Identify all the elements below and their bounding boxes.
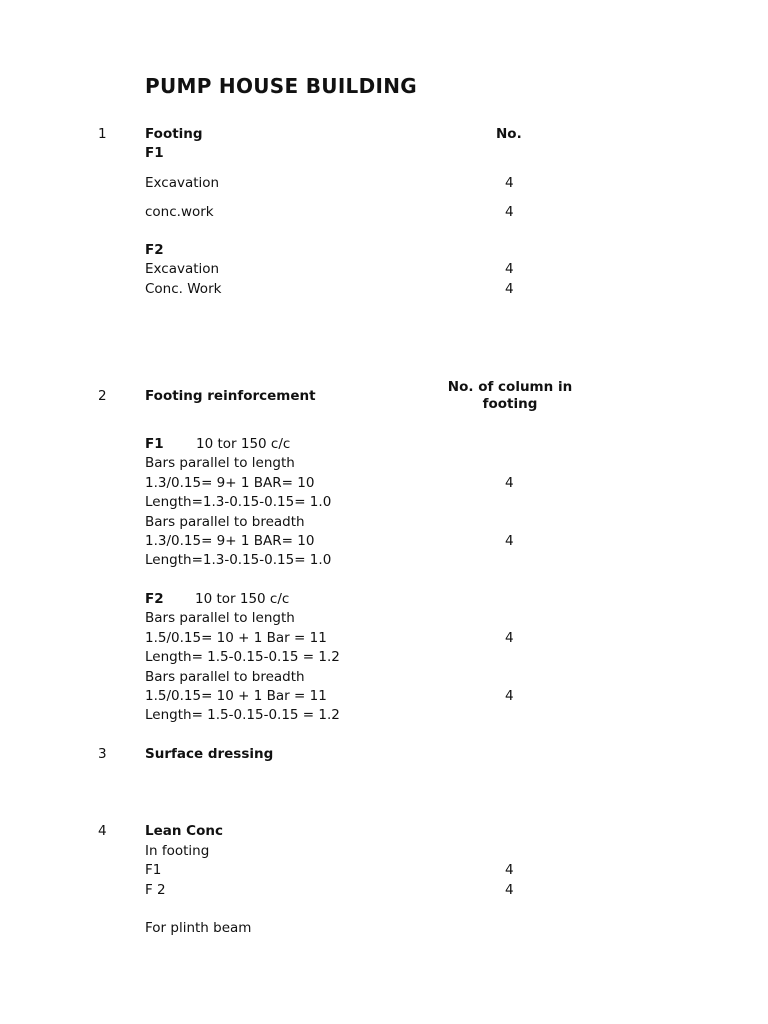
item-number: 4	[98, 823, 107, 839]
calc-line: Length= 1.5-0.15-0.15 = 1.2	[145, 649, 340, 665]
calc-line: Bars parallel to breadth	[145, 514, 305, 530]
item-qty: 4	[505, 862, 514, 878]
calc-line: Bars parallel to length	[145, 455, 295, 471]
item-number: 3	[98, 746, 107, 762]
reinforcement-spec: 10 tor 150 c/c	[195, 591, 290, 607]
item-label: F1	[145, 862, 162, 878]
calc-line: Length=1.3-0.15-0.15= 1.0	[145, 494, 332, 510]
calc-line: 1.3/0.15= 9+ 1 BAR= 10	[145, 475, 315, 491]
column-header-columns	[430, 379, 590, 413]
calc-line: 1.5/0.15= 10 + 1 Bar = 11	[145, 630, 327, 646]
item-label: Excavation	[145, 175, 220, 191]
item-qty: 4	[505, 175, 514, 191]
item-label: Conc. Work	[145, 281, 222, 297]
section-heading: Surface dressing	[145, 746, 274, 762]
item-number: 1	[98, 126, 107, 142]
item-number: 2	[98, 388, 107, 404]
reinforcement-spec: 10 tor 150 c/c	[196, 436, 291, 452]
item-label: conc.work	[145, 204, 214, 220]
footing-label: F1	[145, 145, 164, 161]
item-qty: 4	[505, 533, 514, 549]
item-label: Excavation	[145, 261, 220, 277]
footing-label: F2	[145, 242, 164, 258]
item-qty: 4	[505, 882, 514, 898]
column-header-line: footing	[482, 396, 538, 412]
item-qty: 4	[505, 261, 514, 277]
section-heading: Footing reinforcement	[145, 388, 316, 404]
sub-heading: In footing	[145, 843, 210, 859]
footing-label: F2	[145, 591, 164, 607]
item-qty: 4	[505, 475, 514, 491]
item-qty: 4	[505, 204, 514, 220]
section-heading: Footing	[145, 126, 203, 142]
calc-line: Length=1.3-0.15-0.15= 1.0	[145, 552, 332, 568]
item-label: F 2	[145, 882, 166, 898]
calc-line: Length= 1.5-0.15-0.15 = 1.2	[145, 707, 340, 723]
column-header-line: No. of column in	[447, 379, 573, 395]
item-qty: 4	[505, 281, 514, 297]
calc-line: 1.3/0.15= 9+ 1 BAR= 10	[145, 533, 315, 549]
calc-line: 1.5/0.15= 10 + 1 Bar = 11	[145, 688, 327, 704]
footing-label: F1	[145, 436, 164, 452]
page-title: PUMP HOUSE BUILDING	[145, 74, 417, 98]
item-qty: 4	[505, 688, 514, 704]
calc-line: Bars parallel to length	[145, 610, 295, 626]
calc-line: Bars parallel to breadth	[145, 669, 305, 685]
item-label: For plinth beam	[145, 920, 252, 936]
item-qty: 4	[505, 630, 514, 646]
column-header-no: No.	[496, 126, 522, 142]
section-heading: Lean Conc	[145, 823, 223, 839]
